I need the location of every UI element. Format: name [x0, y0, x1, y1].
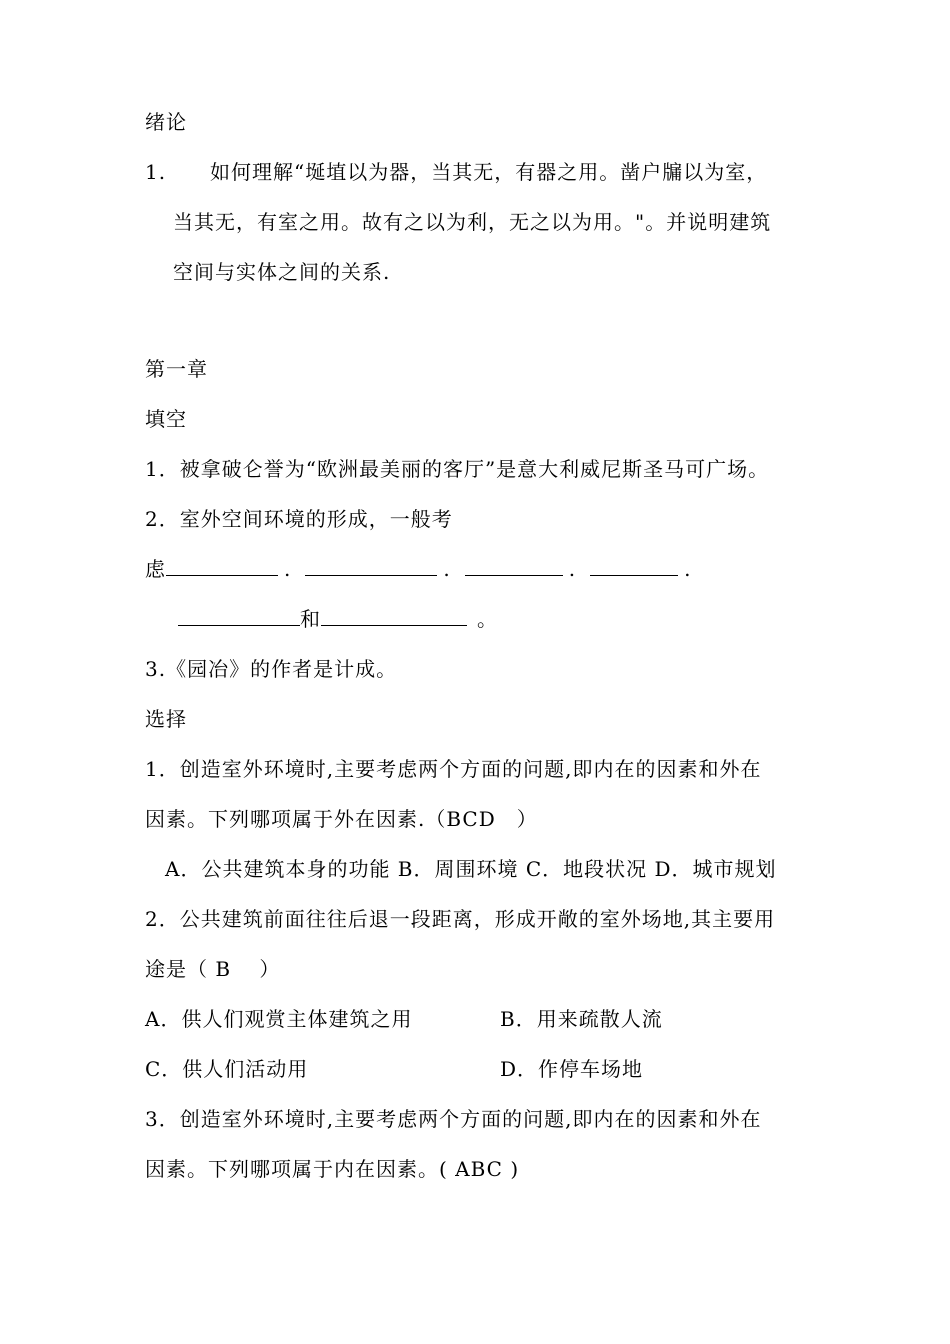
fill-question-2-prefix: 虑: [145, 557, 166, 581]
intro-question-line-3: 空间与实体之间的关系.: [173, 260, 391, 284]
fill-section-heading: 填空: [145, 407, 187, 431]
fill-question-2-blanks: [145, 557, 691, 581]
choice-question-2-line-1: 2．公共建筑前面往往后退一段距离，形成开敞的室外场地,其主要用: [145, 907, 776, 931]
choice-question-2-option-b: B．用来疏散人流: [500, 1007, 663, 1031]
fill-question-2-line-1: 2．室外空间环境的形成，一般考: [145, 507, 453, 531]
separator: .: [684, 557, 692, 581]
choice-question-2-option-d: D．作停车场地: [500, 1057, 644, 1081]
choice-question-3-line-1: 3．创造室外环境时,主要考虑两个方面的问题,即内在的因素和外在: [145, 1107, 762, 1131]
choice-question-1-line-1: 1．创造室外环境时,主要考虑两个方面的问题,即内在的因素和外在: [145, 757, 762, 781]
separator: .: [284, 557, 292, 581]
answer-blank: [465, 557, 563, 576]
intro-question-line-2: 当其无，有室之用。故有之以为利，无之以为用。"。并说明建筑: [173, 210, 772, 234]
answer-blank: [305, 557, 437, 576]
intro-question-line-1: 如何理解“埏埴以为器，当其无，有器之用。凿户牖以为室，: [210, 160, 768, 184]
fill-question-3: 3.《园冶》的作者是计成。: [145, 657, 398, 681]
choice-section-heading: 选择: [145, 707, 187, 731]
separator: .: [443, 557, 451, 581]
fill-question-2-blanks-line-2: [178, 607, 498, 631]
choice-question-3-line-2: 因素。下列哪项属于内在因素。( ABC ): [145, 1157, 520, 1181]
separator: .: [568, 557, 577, 581]
sentence-end: 。: [477, 607, 498, 631]
answer-blank: [166, 557, 278, 576]
answer-blank: [178, 607, 300, 626]
intro-heading: 绪论: [145, 110, 187, 134]
chapter-heading: 第一章: [145, 357, 208, 381]
choice-question-2-line-2: 途是（ B ）: [145, 957, 281, 981]
answer-blank: [321, 607, 467, 626]
fill-question-1: 1．被拿破仑誉为“欧洲最美丽的客厅”是意大利威尼斯圣马可广场。: [145, 457, 770, 481]
choice-question-2-option-a: A．供人们观赏主体建筑之用: [145, 1007, 413, 1031]
choice-question-1-line-2: 因素。下列哪项属于外在因素.（BCD ）: [145, 807, 538, 831]
choice-question-2-option-c: C．供人们活动用: [145, 1057, 309, 1081]
conjunction-and: 和: [300, 607, 321, 631]
answer-blank: [590, 557, 678, 576]
intro-question-number: 1.: [145, 160, 167, 184]
choice-question-1-options: A．公共建筑本身的功能 B．周围环境 C．地段状况 D．城市规划: [165, 857, 777, 881]
